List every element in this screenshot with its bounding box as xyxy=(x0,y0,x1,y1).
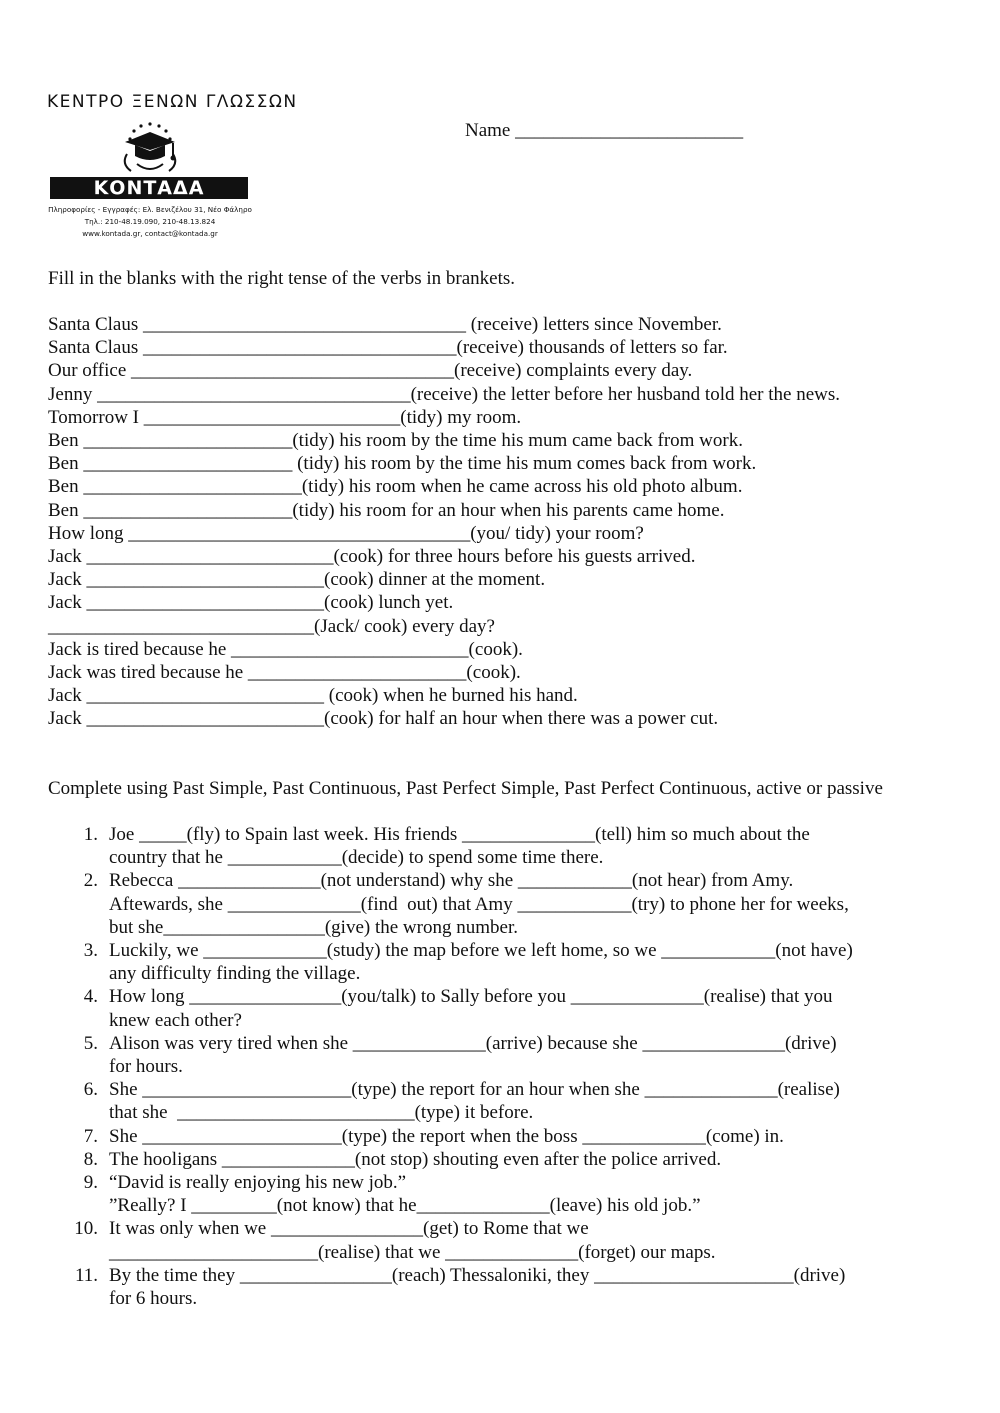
exercise-line[interactable]: Jack _________________________(cook) for half an hour when there was a power cut. xyxy=(48,708,719,730)
list-item xyxy=(48,1171,928,1217)
exercise-line[interactable]: country that he ____________(decide) to spend some time there. xyxy=(109,847,604,869)
exercise-line[interactable]: Luckily, we _____________(study) the map before we left home, so we ____________(not have) xyxy=(109,940,853,962)
exercise-line[interactable]: Alison was very tired when she ______________(arrive) because she _______________(drive) xyxy=(109,1032,837,1054)
exercise-line[interactable]: Jack __________________________(cook) for three hours before his guests arrived. xyxy=(48,546,696,568)
exercise-line[interactable]: Santa Claus _________________________________(receive) thousands of letters so far. xyxy=(48,337,728,359)
exercise-line[interactable]: Joe _____(fly) to Spain last week. His friends ______________(tell) him so much about the xyxy=(109,824,810,845)
exercise-line[interactable]: but she_________________(give) the wrong number. xyxy=(109,916,518,938)
exercise-line[interactable]: By the time they ________________(reach) Thessaloniki, they _____________________(drive) xyxy=(109,1264,846,1286)
item-number: 11. xyxy=(74,1264,98,1286)
item-number: 3. xyxy=(83,940,98,962)
exercise-line[interactable]: Jack was tired because he _______________________(cook). xyxy=(48,662,521,684)
list-item xyxy=(48,985,928,1031)
logo-brand-bar: ΚΟΝΤΑΔΑ xyxy=(50,177,248,199)
exercise-line[interactable]: for 6 hours. xyxy=(109,1288,198,1310)
list-item xyxy=(48,939,928,985)
exercise-line[interactable]: ”Really? I _________(not know) that he______________(leave) his old job.” xyxy=(109,1195,701,1217)
list-item xyxy=(48,1148,928,1171)
list-item xyxy=(48,823,928,869)
list-item xyxy=(48,1078,928,1124)
exercise-line[interactable]: Tomorrow I ___________________________(tidy) my room. xyxy=(48,406,522,428)
exercise-line[interactable]: Ben ______________________ (tidy) his room by the time his mum comes back from work. xyxy=(48,453,757,475)
exercise-line[interactable]: Jack _________________________ (cook) when he burned his hand. xyxy=(48,685,578,707)
exercise-line[interactable]: Aftewards, she ______________(find out) that Amy ____________(try) to phone her for weeks, xyxy=(109,893,849,915)
exercise-line[interactable]: Our office __________________________________(receive) complaints every day. xyxy=(48,360,693,382)
logo-contact-info xyxy=(47,204,253,240)
exercise-line[interactable]: She _____________________(type) the report when the boss _____________(come) in. xyxy=(109,1125,784,1147)
item-number: 4. xyxy=(83,986,98,1008)
logo-title: ΚΕΝΤΡΟ ΞΕΝΩΝ ΓΛΩΣΣΩΝ xyxy=(47,92,298,112)
exercise-line[interactable]: ______________________(realise) that we ______________(forget) our maps. xyxy=(109,1241,716,1263)
exercise-line[interactable]: Santa Claus __________________________________ (receive) letters since November. xyxy=(48,314,722,335)
exercise-line[interactable]: The hooligans ______________(not stop) shouting even after the police arrived. xyxy=(109,1148,722,1170)
exercise-line[interactable]: Ben ______________________(tidy) his room for an hour when his parents came home. xyxy=(48,499,725,521)
item-number: 5. xyxy=(83,1032,98,1054)
exercise-line[interactable]: She ______________________(type) the report for an hour when she ______________(realise) xyxy=(109,1079,840,1101)
graduation-cap-emblem-icon xyxy=(115,118,185,174)
item-number: 2. xyxy=(83,870,98,892)
list-item xyxy=(48,1125,928,1148)
exercise-line[interactable]: ____________________________(Jack/ cook) every day? xyxy=(48,615,495,637)
list-item xyxy=(48,1217,928,1263)
item-number: 6. xyxy=(83,1079,98,1101)
exercise-line[interactable]: How long ________________(you/talk) to Sally before you ______________(realise) that you xyxy=(109,986,833,1008)
logo-address: Πληροφορίες - Εγγραφές: Ελ. Βενιζέλου 31, Νέο Φάληρο xyxy=(48,205,252,214)
part1-exercise-list xyxy=(48,313,840,731)
part2-exercise-list xyxy=(48,823,928,1310)
exercise-line[interactable]: Rebecca _______________(not understand) why she ____________(not hear) from Amy. xyxy=(109,870,794,892)
exercise-line[interactable]: How long ____________________________________(you/ tidy) your room? xyxy=(48,522,644,544)
exercise-line[interactable]: for hours. xyxy=(109,1056,183,1078)
item-number: 8. xyxy=(83,1148,98,1170)
exercise-line[interactable]: Jack is tired because he _________________________(cook). xyxy=(48,638,523,660)
item-number: 10. xyxy=(74,1218,98,1240)
list-item xyxy=(48,869,928,939)
item-number: 9. xyxy=(83,1172,98,1194)
list-item xyxy=(48,1264,928,1310)
name-field[interactable]: Name ________________________ xyxy=(465,120,744,141)
item-number: 1. xyxy=(83,824,98,845)
exercise-line[interactable]: knew each other? xyxy=(109,1009,242,1031)
exercise-line[interactable]: any difficulty finding the village. xyxy=(109,963,361,985)
logo-web: www.kontada.gr, contact@kontada.gr xyxy=(82,229,218,238)
list-item xyxy=(48,1032,928,1078)
exercise-line[interactable]: Jack _________________________(cook) lunch yet. xyxy=(48,592,454,614)
exercise-line[interactable]: It was only when we ________________(get) to Rome that we xyxy=(109,1218,589,1240)
exercise-line[interactable]: “David is really enjoying his new job.” xyxy=(109,1172,407,1194)
item-number: 7. xyxy=(83,1125,98,1147)
part2-instruction: Complete using Past Simple, Past Continuous, Past Perfect Simple, Past Perfect Continuous, active or passive xyxy=(48,778,883,799)
exercise-line[interactable]: Ben _______________________(tidy) his room when he came across his old photo album. xyxy=(48,476,743,498)
school-logo xyxy=(47,92,298,238)
logo-phone: Τηλ.: 210-48.19.090, 210-48.13.824 xyxy=(84,217,216,226)
exercise-line[interactable]: Jack _________________________(cook) dinner at the moment. xyxy=(48,569,546,591)
part1-instruction: Fill in the blanks with the right tense of the verbs in brankets. xyxy=(48,268,516,289)
exercise-line[interactable]: Ben ______________________(tidy) his room by the time his mum came back from work. xyxy=(48,430,743,452)
exercise-line[interactable]: that she _________________________(type) it before. xyxy=(109,1102,534,1124)
exercise-line[interactable]: Jenny _________________________________(receive) the letter before her husband told her the news. xyxy=(48,383,840,405)
